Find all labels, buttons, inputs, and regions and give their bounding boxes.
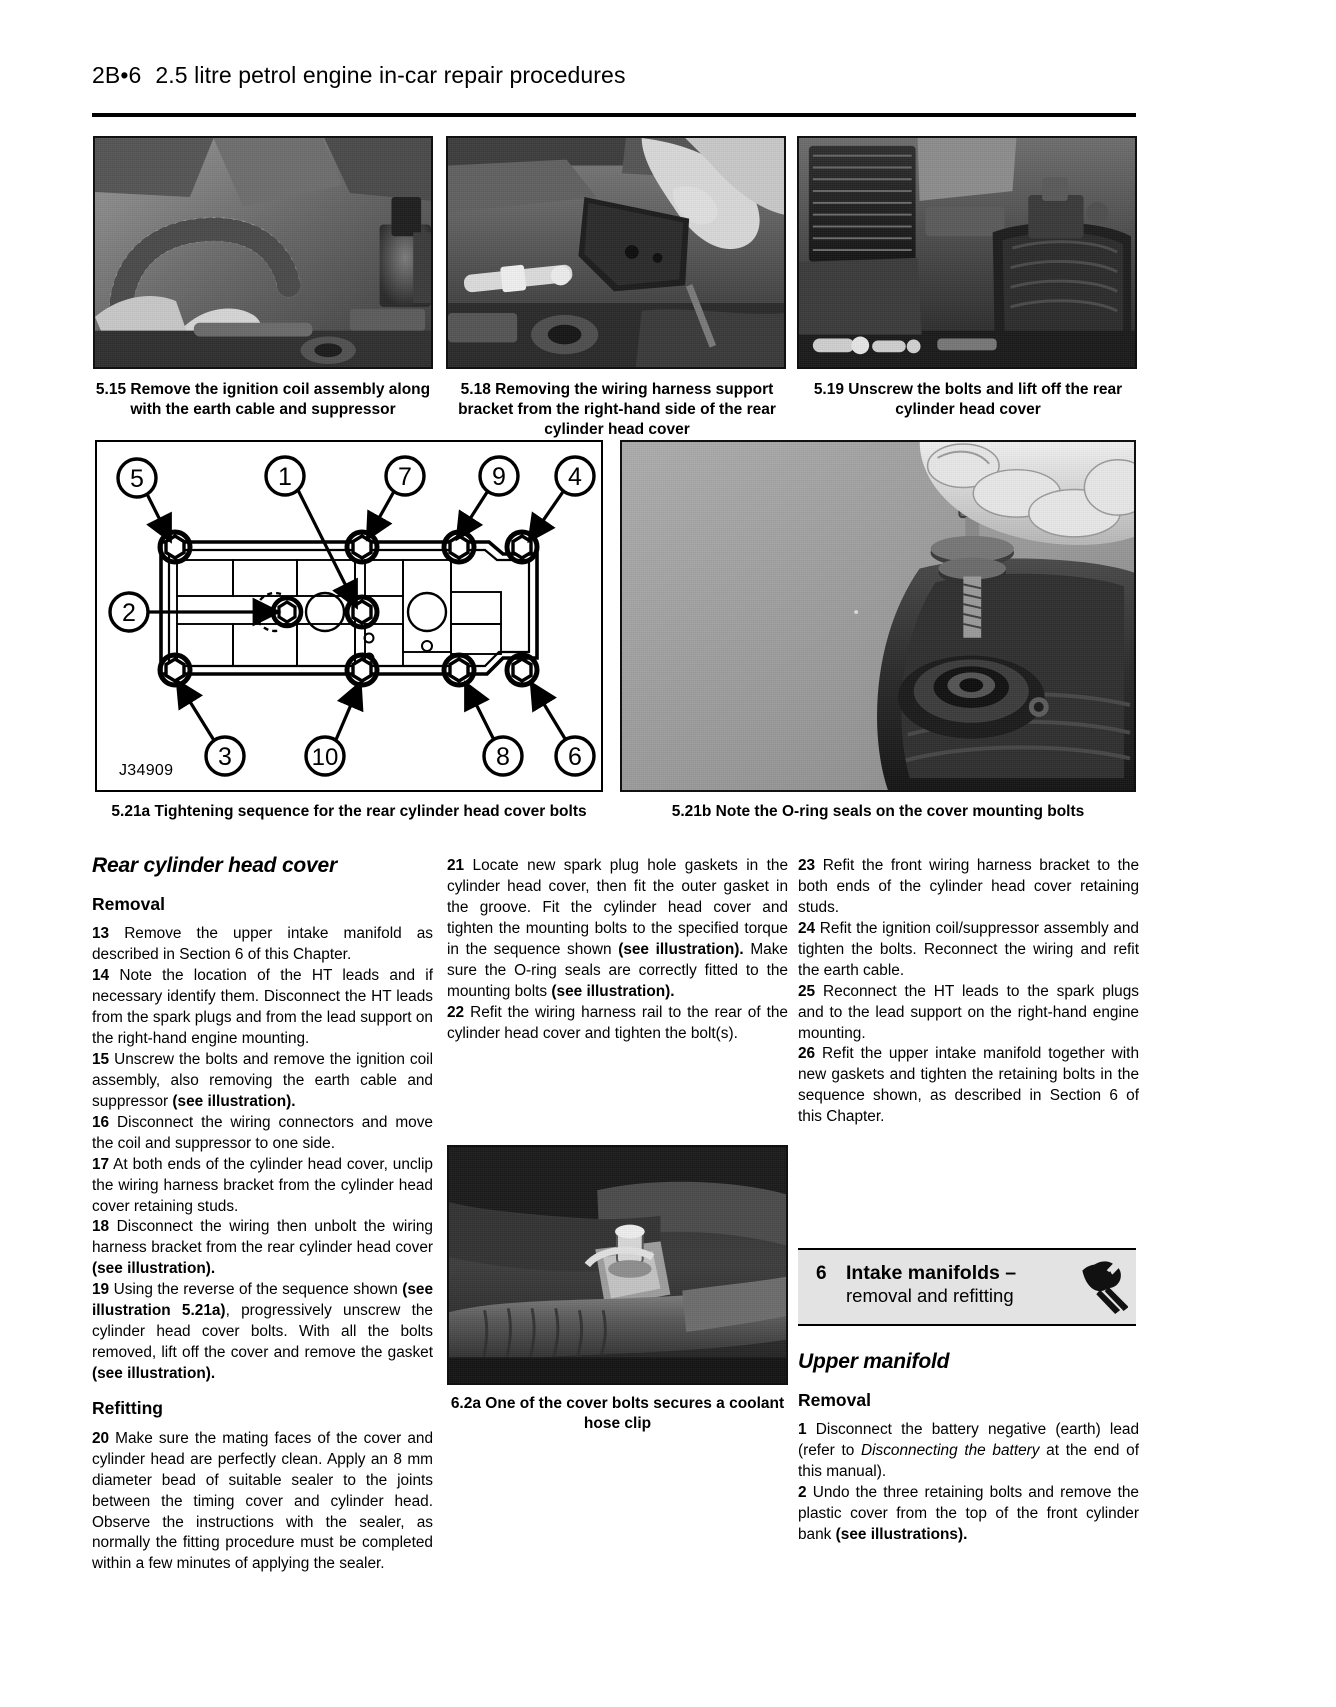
step-text-16: Disconnect the wiring connectors and move the coil and suppressor to one side. [92,1113,433,1152]
step-number-15: 15 [92,1050,110,1068]
figure-number-5-18: 5.18 [460,381,491,398]
step-text-25: Reconnect the HT leads to the spark plugs and to the lead support on the right-hand engine mounting. [798,982,1139,1042]
step-21 [447,856,788,1003]
page-title: 2.5 litre petrol engine in-car repair procedures [155,62,626,88]
figure-caption-5-18 [446,380,788,439]
section-title-main: Intake manifolds – [846,1262,1017,1284]
figure-diagram-5-21a [95,440,603,792]
step-24 [798,919,1139,982]
step-16 [92,1113,433,1155]
heading-upper-manifold: Upper manifold [798,1350,950,1373]
step-text-21: Locate new spark plug hole gaskets in the cylinder head cover, then fit the outer gasket in the groove. Fit the cylinder head cover and tighten the mounting bolts to the specified torque in the sequence shown [447,857,788,958]
svg-text:6: 6 [568,743,582,771]
section-title-6 [846,1262,1016,1308]
heading-rear-cylinder-head-cover: Rear cylinder head cover [92,854,337,877]
step-25 [798,982,1139,1045]
heading-refitting: Refitting [92,1397,163,1418]
step-14 [92,966,433,1050]
step-19-illustration-ref-2: (see illustration). [92,1365,216,1383]
heading-removal-2: Removal [798,1389,871,1410]
figure-caption-5-15 [92,380,434,420]
step-text-14: Note the location of the HT leads and if necessary identify them. Disconnect the HT leads from the spark plugs and from the lead support on the right-hand engine mounting. [92,967,434,1048]
page-header [92,62,1132,89]
figure-caption-text-5-21b: Note the O-ring seals on the cover mounting bolts [715,803,1085,820]
step-number-26: 26 [798,1045,816,1063]
manifold-step-text-2: Undo the three retaining bolts and remove the plastic cover from the top of the front cylinder bank [798,1484,1139,1544]
step-number-23: 23 [798,857,816,874]
figure-photo-5-21b [620,440,1136,792]
step-15 [92,1050,433,1113]
step-18 [92,1217,433,1280]
step-number-25: 25 [798,982,816,1000]
step-text-19b: , progressively unscrew the cylinder head cover bolts. With all the bolts removed, lift off the cover and remove the gasket [92,1302,433,1362]
text-column-2-body [447,856,788,1044]
svg-text:2: 2 [122,599,136,627]
spanner-icon [1082,1258,1128,1320]
manifold-step-number-2: 2 [798,1484,807,1502]
manifold-step-text-1b: at the end of this manual). [798,1442,1139,1481]
figure-caption-text-5-15: Remove the ignition coil assembly along with the earth cable and suppressor [130,381,431,418]
step-number-19: 19 [92,1281,110,1299]
figure-photo-5-19 [797,136,1137,369]
step-13 [92,924,433,966]
svg-text:10: 10 [311,744,339,771]
step-text-21b: Make sure the O-ring seals are correctly fitted to the mounting bolts [447,940,788,1000]
figure-photo-5-18 [446,136,786,369]
step-number-17: 17 [92,1155,110,1173]
figure-number-6-2a: 6.2a [450,1395,481,1412]
step-23 [798,856,1139,919]
step-number-20: 20 [92,1429,110,1447]
manifold-step-1-ref: Disconnecting the battery [860,1442,1040,1460]
figure-caption-text-5-19: Unscrew the bolts and lift off the rear cylinder head cover [848,381,1123,418]
step-number-24: 24 [798,919,816,937]
text-column-3 [798,856,1139,1128]
step-text-17: At both ends of the cylinder head cover, unclip the wiring harness bracket from the cylinder head cover retaining studs. [92,1155,433,1215]
step-text-20: Make sure the mating faces of the cover and cylinder head are perfectly clean. Apply an 8 mm diameter bead of suitable sealer to the joints between the timing cover and cylinder head. Observe the instructions with the sealer, as normally the fitting procedure must be completed within a few minutes of applying the sealer. [92,1429,433,1573]
step-22 [447,1003,788,1045]
step-text-15: Unscrew the bolts and remove the ignition coil assembly, also removing the earth cable and suppressor [92,1050,433,1110]
svg-text:4: 4 [568,463,582,491]
step-26 [798,1044,1139,1128]
figure-caption-text-5-18: Removing the wiring harness support bracket from the right-hand side of the rear cylinder head cover [458,381,776,438]
step-20 [92,1429,433,1576]
step-text-22: Refit the wiring harness rail to the rear of the cylinder head cover and tighten the bolt(s). [447,1003,788,1042]
figure-photo-6-2a [447,1145,788,1385]
step-text-13: Remove the upper intake manifold as described in Section 6 of this Chapter. [92,925,433,964]
text-column-1 [92,852,433,1575]
figure-caption-5-21a [95,802,603,822]
diagram-reference-code: J34909 [119,762,174,779]
step-21-illustration-ref-2: (see illustration). [551,982,675,1000]
manifold-step-2 [798,1483,1139,1546]
svg-text:5: 5 [130,465,144,493]
manifold-step-text-1: Disconnect the battery negative (earth) lead (refer to [798,1421,1140,1460]
step-number-16: 16 [92,1113,110,1131]
section-number-6: 6 [816,1263,827,1284]
figure-caption-6-2a [447,1394,788,1434]
svg-text:8: 8 [496,743,510,771]
step-number-18: 18 [92,1218,110,1236]
svg-text:3: 3 [218,743,232,771]
page-folio: 2B•6 [92,62,142,88]
figure-number-5-21a: 5.21a [111,803,151,820]
step-text-26: Refit the upper intake manifold together with new gaskets and tighten the retaining bolts in the sequence shown, as described in Section 6 of this Chapter. [798,1045,1139,1126]
figure-caption-text-5-21a: Tightening sequence for the rear cylinder head cover bolts [154,803,587,820]
figure-number-5-19: 5.19 [813,381,844,398]
figure-photo-5-15 [93,136,433,369]
step-text-18: Disconnect the wiring then unbolt the wiring harness bracket from the rear cylinder head cover [92,1218,433,1257]
step-number-13: 13 [92,925,110,943]
step-text-24: Refit the ignition coil/suppressor assembly and tighten the bolts. Reconnect the wiring and refit the earth cable. [798,919,1139,979]
step-15-illustration-ref: (see illustration). [172,1092,296,1110]
step-21-illustration-ref: (see illustration). [618,940,744,958]
manifold-step-2-illustration-ref: (see illustrations). [835,1526,968,1544]
section-title-sub: removal and refitting [846,1285,1014,1306]
step-text-23: Refit the front wiring harness bracket to the both ends of the cylinder head cover retaining studs. [798,857,1140,916]
manifold-step-number-1: 1 [798,1421,807,1439]
step-number-22: 22 [447,1003,465,1021]
section-heading-box-6 [798,1248,1136,1326]
figure-caption-5-21b [620,802,1136,822]
step-19-illustration-ref: (see illustration 5.21a) [92,1281,434,1320]
figure-number-5-21b: 5.21b [671,803,712,820]
step-number-14: 14 [92,967,110,985]
step-18-illustration-ref: (see illustration). [92,1260,216,1278]
text-column-3-lower [798,1348,1139,1546]
heading-removal: Removal [92,893,165,914]
svg-text:9: 9 [492,463,506,491]
step-number-21: 21 [447,857,465,874]
svg-text:7: 7 [398,463,412,491]
step-19 [92,1280,433,1385]
figure-number-5-15: 5.15 [95,381,127,398]
figure-caption-text-6-2a: One of the cover bolts secures a coolant hose clip [485,1395,785,1432]
manifold-step-1 [798,1420,1139,1483]
header-rule [92,113,1136,117]
figure-caption-5-19 [797,380,1139,420]
step-17 [92,1155,433,1218]
step-text-19: Using the reverse of the sequence shown [113,1281,403,1299]
svg-text:1: 1 [278,463,292,491]
